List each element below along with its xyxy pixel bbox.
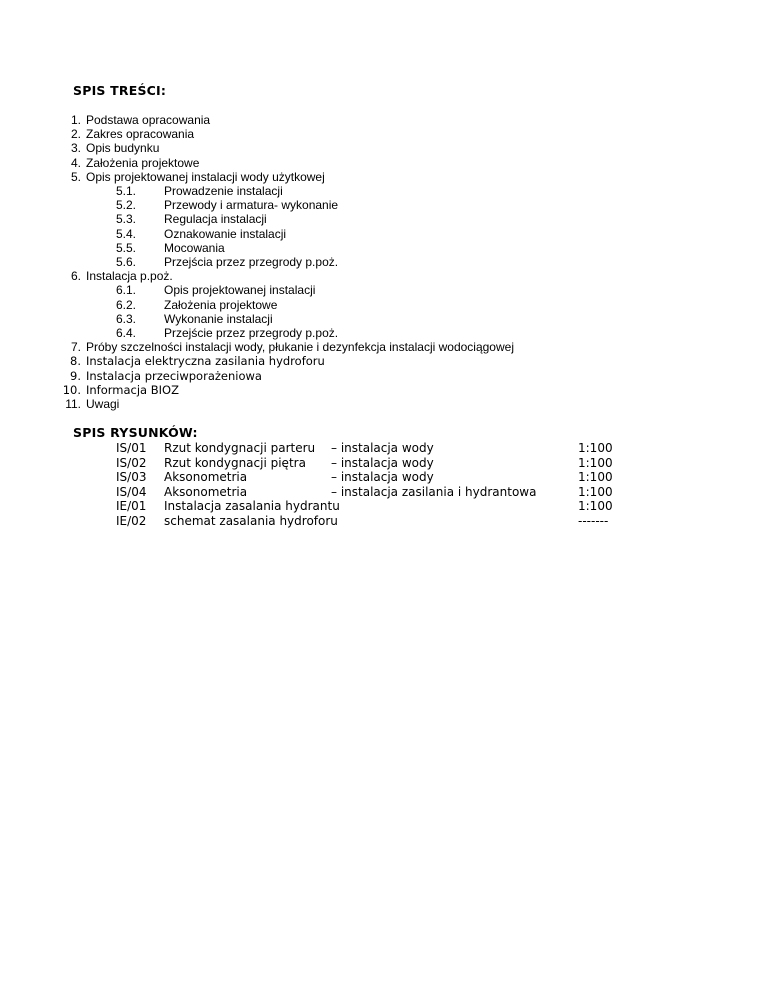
toc-item-number: 5.3. — [116, 212, 137, 227]
toc-item-number: 1. — [70, 113, 81, 127]
drawing-title: schemat zasalania hydroforu — [164, 514, 338, 528]
toc-item-text: Podstawa opracowania — [86, 113, 211, 127]
toc-item-text: Opis projektowanej instalacji — [164, 283, 316, 298]
toc-item-text: Prowadzenie instalacji — [164, 184, 283, 198]
toc-item-text: Informacja BIOZ — [86, 382, 179, 397]
drawing-row — [0, 499, 768, 513]
toc-item-number: 8. — [70, 354, 81, 369]
drawing-scale: 1:100 — [578, 455, 613, 470]
drawing-row — [0, 485, 768, 499]
toc-item-text: Oznakowanie instalacji — [164, 226, 287, 241]
toc-item-text: Wykonanie instalacji — [164, 311, 273, 326]
toc-item-number: 5.4. — [116, 226, 137, 241]
toc-item-number: 5. — [70, 169, 81, 184]
drawing-scale: 1:100 — [578, 499, 613, 514]
toc-item-text: Opis projektowanej instalacji wody użytkowej — [86, 169, 325, 184]
toc-item-number: 10. — [62, 382, 81, 397]
toc-item-text: Uwagi — [86, 397, 120, 411]
toc-item-text: Próby szczelności instalacji wody, płukanie i dezynfekcja instalacji wodociągowej — [86, 340, 514, 355]
toc-item-text: Zakres opracowania — [86, 127, 195, 142]
toc-item-text: Instalacja p.poż. — [86, 269, 173, 284]
toc-item-number: 11. — [65, 397, 81, 411]
toc-item-number: 6.1. — [116, 283, 137, 298]
drawings-heading: SPIS RYSUNKÓW: — [73, 425, 198, 440]
drawing-code: IS/03 — [116, 470, 147, 485]
drawing-title: Rzut kondygnacji piętra — [164, 455, 306, 470]
drawing-scale: 1:100 — [578, 484, 613, 499]
toc-item-text: Przejścia przez przegrody p.poż. — [164, 255, 339, 269]
drawing-scope: – instalacja zasilania i hydrantowa — [331, 484, 537, 499]
toc-item-text: Przejście przez przegrody p.poż. — [164, 326, 339, 340]
toc-item-text: Przewody i armatura- wykonanie — [164, 198, 339, 213]
toc-item-text: Regulacja instalacji — [164, 212, 267, 227]
toc-item-number: 5.6. — [116, 255, 137, 269]
toc-item-number: 6.3. — [116, 311, 137, 326]
toc-item-text: Opis budynku — [86, 141, 160, 156]
drawing-row — [0, 470, 768, 484]
drawing-scope: – instalacja wody — [331, 455, 434, 470]
drawing-title: Instalacja zasalania hydrantu — [164, 499, 340, 514]
drawing-code: IS/01 — [116, 441, 147, 455]
drawing-scope: – instalacja wody — [331, 470, 434, 485]
toc-item-number: 5.5. — [116, 240, 137, 255]
drawing-title: Aksonometria — [164, 470, 248, 485]
drawing-code: IE/02 — [116, 514, 147, 528]
drawing-scale: 1:100 — [578, 441, 613, 455]
toc-item-number: 6. — [70, 269, 81, 284]
toc-item-number: 6.2. — [116, 297, 137, 312]
toc-item-number: 5.2. — [116, 198, 137, 213]
drawing-row — [0, 514, 768, 528]
toc-heading: SPIS TREŚCI: — [73, 83, 167, 98]
drawing-title: Aksonometria — [164, 484, 248, 499]
drawing-code: IS/04 — [116, 484, 147, 499]
drawing-scope: – instalacja wody — [331, 441, 434, 455]
toc-item-text: Mocowania — [164, 240, 225, 255]
toc-item-number: 7. — [70, 340, 81, 355]
toc-item-number: 9. — [70, 368, 81, 383]
drawing-row — [0, 456, 768, 470]
toc-item-text: Założenia projektowe — [86, 155, 200, 170]
toc-item-number: 2. — [70, 127, 81, 142]
toc-item-number: 4. — [70, 155, 81, 170]
drawing-scale: 1:100 — [578, 470, 613, 485]
drawing-code: IE/01 — [116, 499, 147, 514]
drawing-code: IS/02 — [116, 455, 147, 470]
toc-item-number: 5.1. — [116, 184, 137, 198]
toc-item-number: 6.4. — [116, 326, 137, 340]
drawing-title: Rzut kondygnacji parteru — [164, 441, 316, 455]
drawing-scale: ------- — [578, 514, 609, 528]
toc-item-text: Założenia projektowe — [164, 297, 278, 312]
toc-item-text: Instalacja elektryczna zasilania hydroforu — [86, 354, 325, 369]
toc-item-number: 3. — [70, 141, 81, 156]
toc-item-text: Instalacja przeciwporażeniowa — [86, 368, 262, 383]
drawing-row — [0, 441, 768, 455]
